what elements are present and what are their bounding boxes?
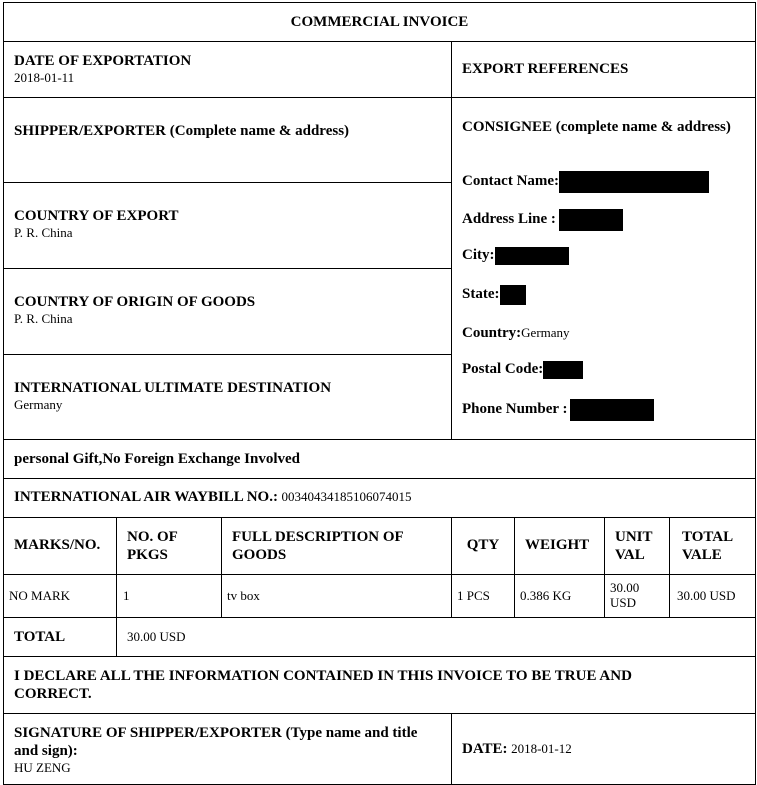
state-redaction — [500, 285, 526, 305]
country-label: Country: — [462, 325, 522, 341]
country-of-export-cell — [3, 182, 452, 269]
row-marks-text: NO MARK — [9, 588, 71, 603]
waybill-line — [14, 479, 755, 517]
invoice-title-cell — [3, 2, 756, 42]
contact-name-label: Contact Name: — [462, 173, 560, 190]
declaration-text: I DECLARE ALL THE INFORMATION CONTAINED IN THIS INVOICE TO BE TRUE AND CORRECT. — [14, 668, 632, 702]
country-line — [462, 325, 570, 342]
signature-label: SIGNATURE OF SHIPPER/EXPORTER (Type name and title and sign): — [14, 725, 418, 759]
ultimate-destination-label: INTERNATIONAL ULTIMATE DESTINATION — [14, 380, 332, 396]
contact-name-line — [462, 171, 709, 193]
header-description-text: FULL DESCRIPTION OF GOODS — [232, 529, 404, 563]
country-of-origin-label: COUNTRY OF ORIGIN OF GOODS — [14, 294, 256, 310]
header-pkgs — [116, 517, 222, 575]
state-label: State: — [462, 286, 500, 303]
header-total-val-text: TOTAL VALE — [682, 529, 733, 563]
country-of-origin-value: P. R. China — [14, 311, 73, 326]
country-value: Germany — [521, 325, 570, 340]
header-weight — [514, 517, 605, 575]
city-line — [462, 247, 569, 265]
row-pkgs — [116, 574, 222, 618]
postal-code-redaction — [543, 361, 583, 379]
date-of-exportation-value: 2018-01-11 — [14, 70, 75, 85]
header-qty — [451, 517, 515, 575]
phone-number-line — [462, 399, 654, 421]
shipper-exporter-label: SHIPPER/EXPORTER (Complete name & address) — [14, 123, 350, 139]
date-of-exportation-cell — [3, 41, 452, 98]
total-label-cell — [3, 617, 117, 657]
total-value-cell — [116, 617, 756, 657]
header-qty-text: QTY — [466, 537, 500, 553]
date-of-exportation-label: DATE OF EXPORTATION — [14, 53, 192, 69]
date-cell — [451, 713, 756, 785]
date-line — [462, 740, 755, 758]
state-line — [462, 285, 526, 305]
country-of-export-value: P. R. China — [14, 225, 73, 240]
row-weight-text: 0.386 KG — [520, 588, 572, 603]
consignee-cell — [451, 97, 756, 440]
date-label: DATE: — [462, 741, 508, 757]
export-references-cell — [451, 41, 756, 98]
row-unit-val — [604, 574, 670, 618]
row-description-text: tv box — [227, 588, 260, 603]
postal-code-line — [462, 361, 583, 379]
ultimate-destination-value: Germany — [14, 397, 63, 412]
country-of-origin-cell — [3, 268, 452, 355]
note-text: personal Gift,No Foreign Exchange Involved — [14, 451, 300, 467]
header-marks — [3, 517, 117, 575]
date-value: 2018-01-12 — [511, 741, 572, 756]
declaration-cell — [3, 656, 756, 714]
ultimate-destination-cell — [3, 354, 452, 440]
row-unit-val-text: 30.00 USD — [610, 580, 640, 610]
header-total-val — [669, 517, 756, 575]
row-weight — [514, 574, 605, 618]
export-references-label: EXPORT REFERENCES — [462, 61, 629, 77]
city-label: City: — [462, 247, 495, 264]
note-cell — [3, 439, 756, 479]
city-redaction — [495, 247, 569, 265]
waybill-label: INTERNATIONAL AIR WAYBILL NO.: — [14, 489, 278, 505]
row-description — [221, 574, 452, 618]
shipper-exporter-cell — [3, 97, 452, 183]
waybill-value: 00340434185106074015 — [281, 489, 412, 504]
signature-cell — [3, 713, 452, 785]
invoice-title: COMMERCIAL INVOICE — [290, 14, 469, 30]
postal-code-label: Postal Code: — [462, 361, 544, 378]
waybill-cell — [3, 478, 756, 518]
contact-name-redaction — [559, 171, 709, 193]
row-qty-text: 1 PCS — [457, 588, 490, 603]
row-marks — [3, 574, 117, 618]
phone-number-label: Phone Number : — [462, 401, 568, 418]
total-value: 30.00 USD — [127, 629, 186, 644]
total-label: TOTAL — [14, 629, 66, 645]
consignee-label: CONSIGNEE (complete name & address) — [462, 119, 731, 135]
header-unit-val-text: UNIT VAL — [615, 529, 653, 563]
address-line-label: Address Line : — [462, 211, 556, 228]
row-pkgs-text: 1 — [123, 588, 130, 603]
header-marks-text: MARKS/NO. — [14, 537, 101, 553]
header-pkgs-text: NO. OF PKGS — [127, 529, 178, 563]
address-line-line — [462, 209, 623, 231]
address-line-redaction — [559, 209, 623, 231]
phone-number-redaction — [570, 399, 654, 421]
signature-value: HU ZENG — [14, 760, 71, 775]
row-qty — [451, 574, 515, 618]
header-description — [221, 517, 452, 575]
header-weight-text: WEIGHT — [525, 537, 590, 553]
row-total-val — [669, 574, 756, 618]
country-of-export-label: COUNTRY OF EXPORT — [14, 208, 179, 224]
row-total-val-text: 30.00 USD — [677, 588, 736, 603]
header-unit-val — [604, 517, 670, 575]
